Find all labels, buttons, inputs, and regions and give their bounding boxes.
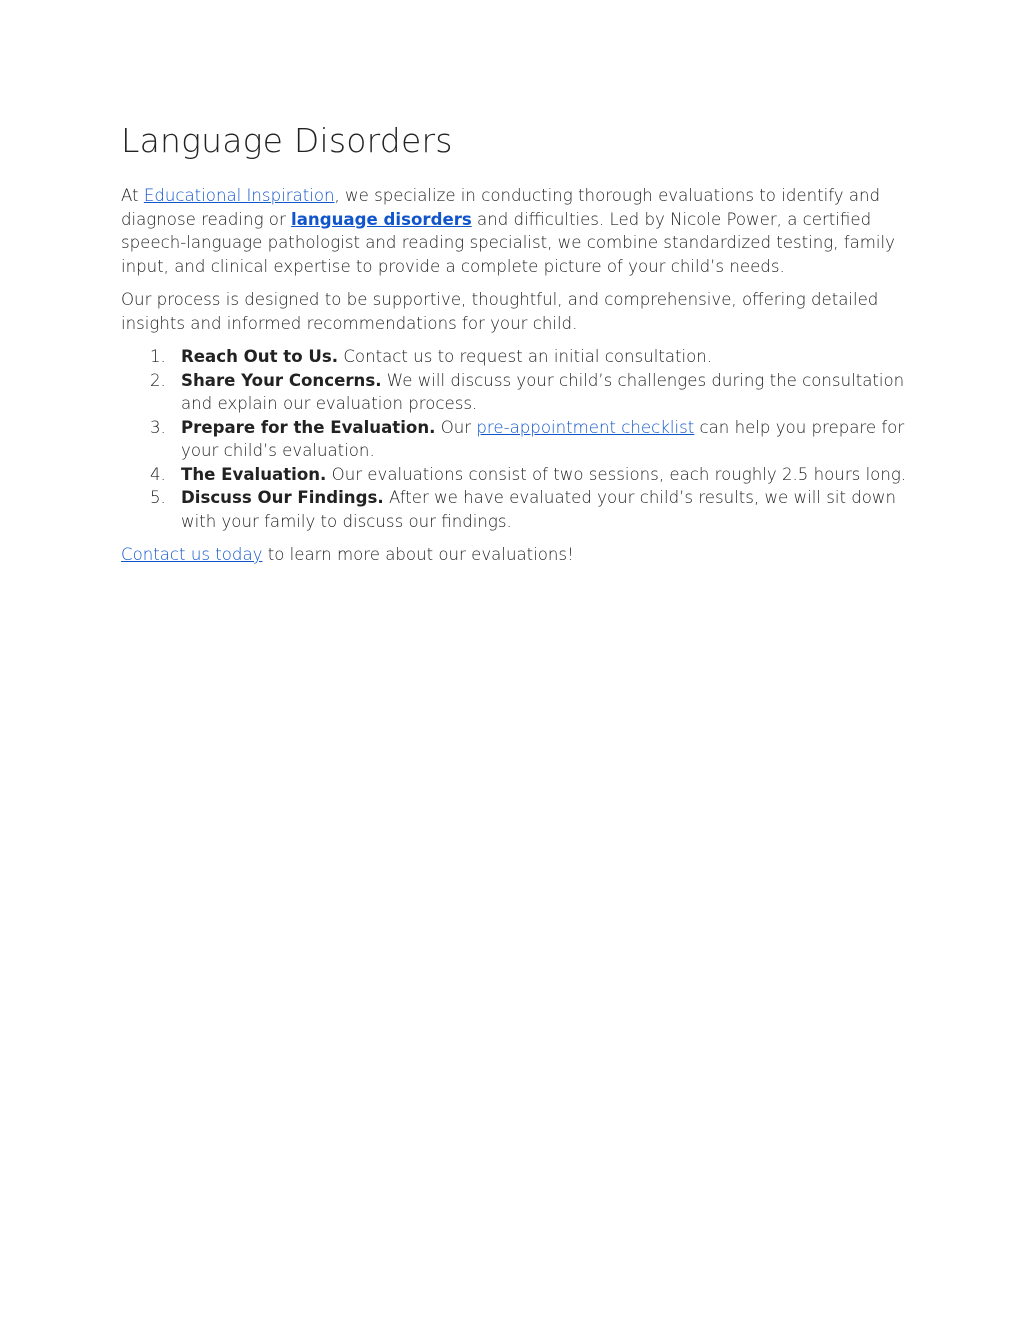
step-heading: Discuss Our Findings. xyxy=(181,488,384,507)
step-text: We will discuss your child’s challenges during the consultation and explain our evaluation process. xyxy=(181,370,905,413)
step-heading: Share Your Concerns. xyxy=(181,370,382,390)
intro-text-3: and difficulties. Led by Nicole Power, a certified speech-language pathologist and reading specialist, we combine standardized testing, family input, and clinical expertise to provide a complete picture of your child’s needs. xyxy=(121,209,895,276)
step-heading: Prepare for the Evaluation. xyxy=(181,417,436,437)
step-text: After we have evaluated your child’s results, we will sit down with your family to discuss our findings. xyxy=(181,488,897,531)
pre-appointment-checklist-link[interactable]: pre-appointment checklist xyxy=(476,417,695,437)
page-title: Language Disorders xyxy=(121,121,453,160)
intro-text-1: At xyxy=(121,186,144,205)
step-number: 1. xyxy=(150,347,166,366)
language-disorders-link[interactable]: language disorders xyxy=(291,209,472,229)
closing-text: to learn more about our evaluations! xyxy=(262,545,574,564)
step-number: 3. xyxy=(150,417,166,437)
list-item xyxy=(121,463,911,487)
intro-paragraph xyxy=(121,184,911,278)
educational-inspiration-link[interactable]: Educational Inspiration xyxy=(143,186,335,205)
process-steps-list xyxy=(121,345,911,533)
list-item xyxy=(121,416,911,463)
process-paragraph: Our process is designed to be supportive, thoughtful, and comprehensive, offering detailed insights and informed recommendations for your child. xyxy=(121,290,879,333)
intro-text-2: , we specialize in conducting thorough evaluations to identify and diagnose reading or xyxy=(121,186,881,229)
list-item xyxy=(121,486,911,533)
step-number: 4. xyxy=(150,464,166,484)
step-heading: Reach Out to Us. xyxy=(181,347,339,366)
step-text: Our xyxy=(435,417,477,437)
step-heading: The Evaluation. xyxy=(181,464,327,484)
closing-paragraph xyxy=(121,543,911,567)
contact-us-link[interactable]: Contact us today xyxy=(121,545,263,564)
step-text: can help you prepare for your child’s evaluation. xyxy=(181,417,905,460)
step-text: Contact us to request an initial consultation. xyxy=(338,347,713,366)
step-text: Our evaluations consist of two sessions, each roughly 2.5 hours long. xyxy=(326,464,907,484)
document-page xyxy=(121,118,911,577)
list-item xyxy=(121,369,911,416)
step-number: 5. xyxy=(150,488,166,507)
list-item xyxy=(121,345,911,369)
step-number: 2. xyxy=(150,370,166,390)
